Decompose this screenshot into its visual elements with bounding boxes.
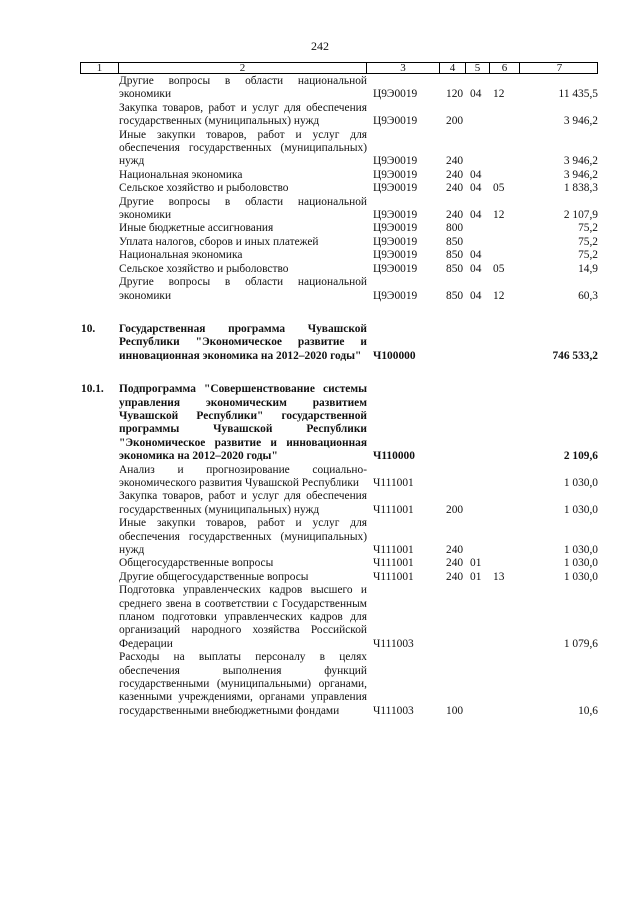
row-sum: 746 533,2 bbox=[552, 349, 598, 362]
row-code: Ч111001 bbox=[373, 503, 414, 516]
row-rz: 04 bbox=[470, 88, 482, 101]
row-sum: 1 838,3 bbox=[563, 182, 598, 195]
row-name: Другие вопросы в области национальной экономики bbox=[119, 75, 367, 101]
row-sum: 60,3 bbox=[578, 289, 598, 302]
row-code: Ц9Э0019 bbox=[373, 209, 418, 222]
row-rz: 04 bbox=[470, 182, 482, 195]
row-pr: 12 bbox=[493, 88, 505, 101]
table-row bbox=[80, 222, 598, 235]
row-number: 10.1. bbox=[81, 383, 104, 396]
page-number: 242 bbox=[311, 39, 329, 53]
row-sum: 2 109,6 bbox=[563, 450, 598, 463]
row-name: Другие общегосударственные вопросы bbox=[119, 570, 309, 583]
row-name: Расходы на выплаты персоналу в целях обеспечения выполнения функций государственными (муниципальными) органами, казенными учреждениями, органами управления государственными внебюджетными фондами bbox=[119, 651, 367, 717]
row-name: Иные закупки товаров, работ и услуг для обеспечения государственных (муниципальных) нужд bbox=[119, 517, 367, 556]
table-header bbox=[80, 62, 598, 74]
row-pr: 05 bbox=[493, 262, 505, 275]
row-pr: 05 bbox=[493, 182, 505, 195]
row-sum: 1 030,0 bbox=[563, 476, 598, 489]
row-sum: 75,2 bbox=[578, 249, 598, 262]
row-code: Ц9Э0019 bbox=[373, 88, 418, 101]
row-name: Закупка товаров, работ и услуг для обеспечения государственных (муниципальных) нужд bbox=[119, 101, 367, 128]
row-code: Ц9Э0019 bbox=[373, 289, 418, 302]
row-pr: 12 bbox=[493, 209, 505, 222]
row-code: Ч111001 bbox=[373, 476, 414, 489]
row-sum: 11 435,5 bbox=[558, 88, 598, 101]
table-body bbox=[80, 75, 598, 718]
table-row bbox=[80, 249, 598, 262]
table-row bbox=[80, 571, 598, 584]
row-vr: 120 bbox=[446, 88, 464, 101]
row-vr: 200 bbox=[446, 115, 464, 128]
row-vr: 240 bbox=[446, 155, 464, 168]
row-pr: 12 bbox=[493, 289, 505, 302]
row-vr: 850 bbox=[446, 235, 464, 248]
row-pr: 13 bbox=[493, 570, 505, 583]
row-name: Анализ и прогнозирование социально-экономического развития Чувашской Республики bbox=[119, 463, 367, 489]
row-code: Ч100000 bbox=[373, 349, 416, 362]
row-vr: 240 bbox=[446, 182, 464, 195]
row-name: Сельское хозяйство и рыболовство bbox=[119, 182, 289, 195]
row-rz: 04 bbox=[470, 289, 482, 302]
row-name: Другие вопросы в области национальной экономики bbox=[119, 195, 367, 222]
row-vr: 850 bbox=[446, 289, 464, 302]
row-code: Ц9Э0019 bbox=[373, 182, 418, 195]
table-row bbox=[80, 490, 598, 517]
row-vr: 800 bbox=[446, 222, 464, 235]
table-row bbox=[80, 584, 598, 651]
row-number: 10. bbox=[81, 322, 96, 335]
table-row bbox=[80, 323, 598, 363]
row-code: Ч110000 bbox=[373, 450, 415, 463]
row-name: Подпрограмма "Совершенствование системы управления экономическим развитием Чувашской Республики" государственной программы Чувашской Республики "Экономическое развитие и инновационная экономика на 2012–2020 годы" bbox=[119, 383, 367, 463]
row-sum: 3 946,2 bbox=[563, 168, 598, 181]
row-code: Ц9Э0019 bbox=[373, 262, 418, 275]
row-name: Государственная программа Чувашской Республики "Экономическое развитие и инновационная экономика на 2012–2020 годы" bbox=[119, 322, 367, 362]
row-rz: 04 bbox=[470, 168, 482, 181]
row-name: Сельское хозяйство и рыболовство bbox=[119, 262, 289, 275]
table-row bbox=[80, 102, 598, 129]
row-rz: 01 bbox=[470, 570, 482, 583]
row-code: Ц9Э0019 bbox=[373, 235, 418, 248]
table-row bbox=[80, 196, 598, 223]
header-col-7: 7 bbox=[556, 62, 563, 74]
row-code: Ч111003 bbox=[373, 637, 414, 650]
row-vr: 240 bbox=[446, 168, 464, 181]
row-sum: 1 030,0 bbox=[563, 544, 598, 556]
header-col-4: 4 bbox=[440, 63, 466, 73]
table-row bbox=[80, 517, 598, 557]
row-sum: 1 030,0 bbox=[563, 503, 598, 516]
row-vr: 240 bbox=[446, 557, 464, 570]
row-rz: 01 bbox=[470, 557, 482, 570]
row-name: Уплата налогов, сборов и иных платежей bbox=[119, 235, 319, 248]
row-code: Ц9Э0019 bbox=[373, 249, 418, 262]
row-code: Ц9Э0019 bbox=[373, 115, 418, 128]
table-row bbox=[80, 383, 598, 463]
table-row bbox=[80, 276, 598, 303]
row-name: Иные закупки товаров, работ и услуг для обеспечения государственных (муниципальных) нужд bbox=[119, 128, 367, 168]
row-code: Ч111001 bbox=[373, 557, 414, 570]
row-vr: 240 bbox=[446, 570, 464, 583]
row-vr: 100 bbox=[446, 704, 464, 717]
table-row bbox=[80, 557, 598, 570]
row-rz: 04 bbox=[470, 249, 482, 262]
table-row bbox=[80, 129, 598, 169]
table-row bbox=[80, 236, 598, 249]
row-code: Ц9Э0019 bbox=[373, 222, 418, 235]
row-code: Ч111003 bbox=[373, 704, 414, 717]
row-code: Ц9Э0019 bbox=[373, 168, 418, 181]
row-name: Национальная экономика bbox=[119, 249, 243, 262]
row-name: Подготовка управленческих кадров высшего и среднего звена в соответствии с Государственным планом подготовки управленческих кадров для организаций народного хозяйства Российской Федерации bbox=[119, 584, 367, 650]
row-vr: 240 bbox=[446, 209, 464, 222]
row-sum: 1 030,0 bbox=[563, 557, 598, 570]
row-name: Национальная экономика bbox=[119, 168, 243, 181]
row-sum: 3 946,2 bbox=[563, 115, 598, 128]
header-col-2: 2 bbox=[119, 63, 367, 73]
row-rz: 04 bbox=[470, 262, 482, 275]
row-name: Иные бюджетные ассигнования bbox=[119, 222, 274, 235]
row-sum: 75,2 bbox=[578, 222, 598, 235]
header-col-6: 6 bbox=[490, 63, 520, 73]
row-sum: 1 030,0 bbox=[563, 570, 598, 583]
header-col-3: 3 bbox=[367, 63, 440, 73]
row-vr: 240 bbox=[446, 544, 464, 556]
table-row bbox=[80, 75, 598, 102]
row-sum: 1 079,6 bbox=[563, 637, 598, 650]
row-rz: 04 bbox=[470, 209, 482, 222]
row-sum: 75,2 bbox=[578, 235, 598, 248]
row-vr: 850 bbox=[446, 249, 464, 262]
row-code: Ч111001 bbox=[373, 570, 414, 583]
row-name: Закупка товаров, работ и услуг для обеспечения государственных (муниципальных) нужд bbox=[119, 490, 367, 516]
row-sum: 10,6 bbox=[578, 704, 598, 717]
row-name: Общегосударственные вопросы bbox=[119, 557, 274, 570]
row-vr: 200 bbox=[446, 503, 464, 516]
table-row bbox=[80, 263, 598, 276]
table-row bbox=[80, 464, 598, 491]
table-row bbox=[80, 169, 598, 182]
row-name: Другие вопросы в области национальной экономики bbox=[119, 276, 367, 302]
row-vr: 850 bbox=[446, 262, 464, 275]
row-code: Ц9Э0019 bbox=[373, 155, 418, 168]
row-sum: 14,9 bbox=[578, 262, 598, 275]
header-col-1: 1 bbox=[81, 63, 119, 73]
row-sum: 3 946,2 bbox=[563, 155, 598, 168]
header-col-5: 5 bbox=[466, 63, 490, 73]
row-sum: 2 107,9 bbox=[563, 209, 598, 222]
table-row bbox=[80, 651, 598, 718]
row-code: Ч111001 bbox=[373, 544, 414, 556]
table-row bbox=[80, 182, 598, 195]
